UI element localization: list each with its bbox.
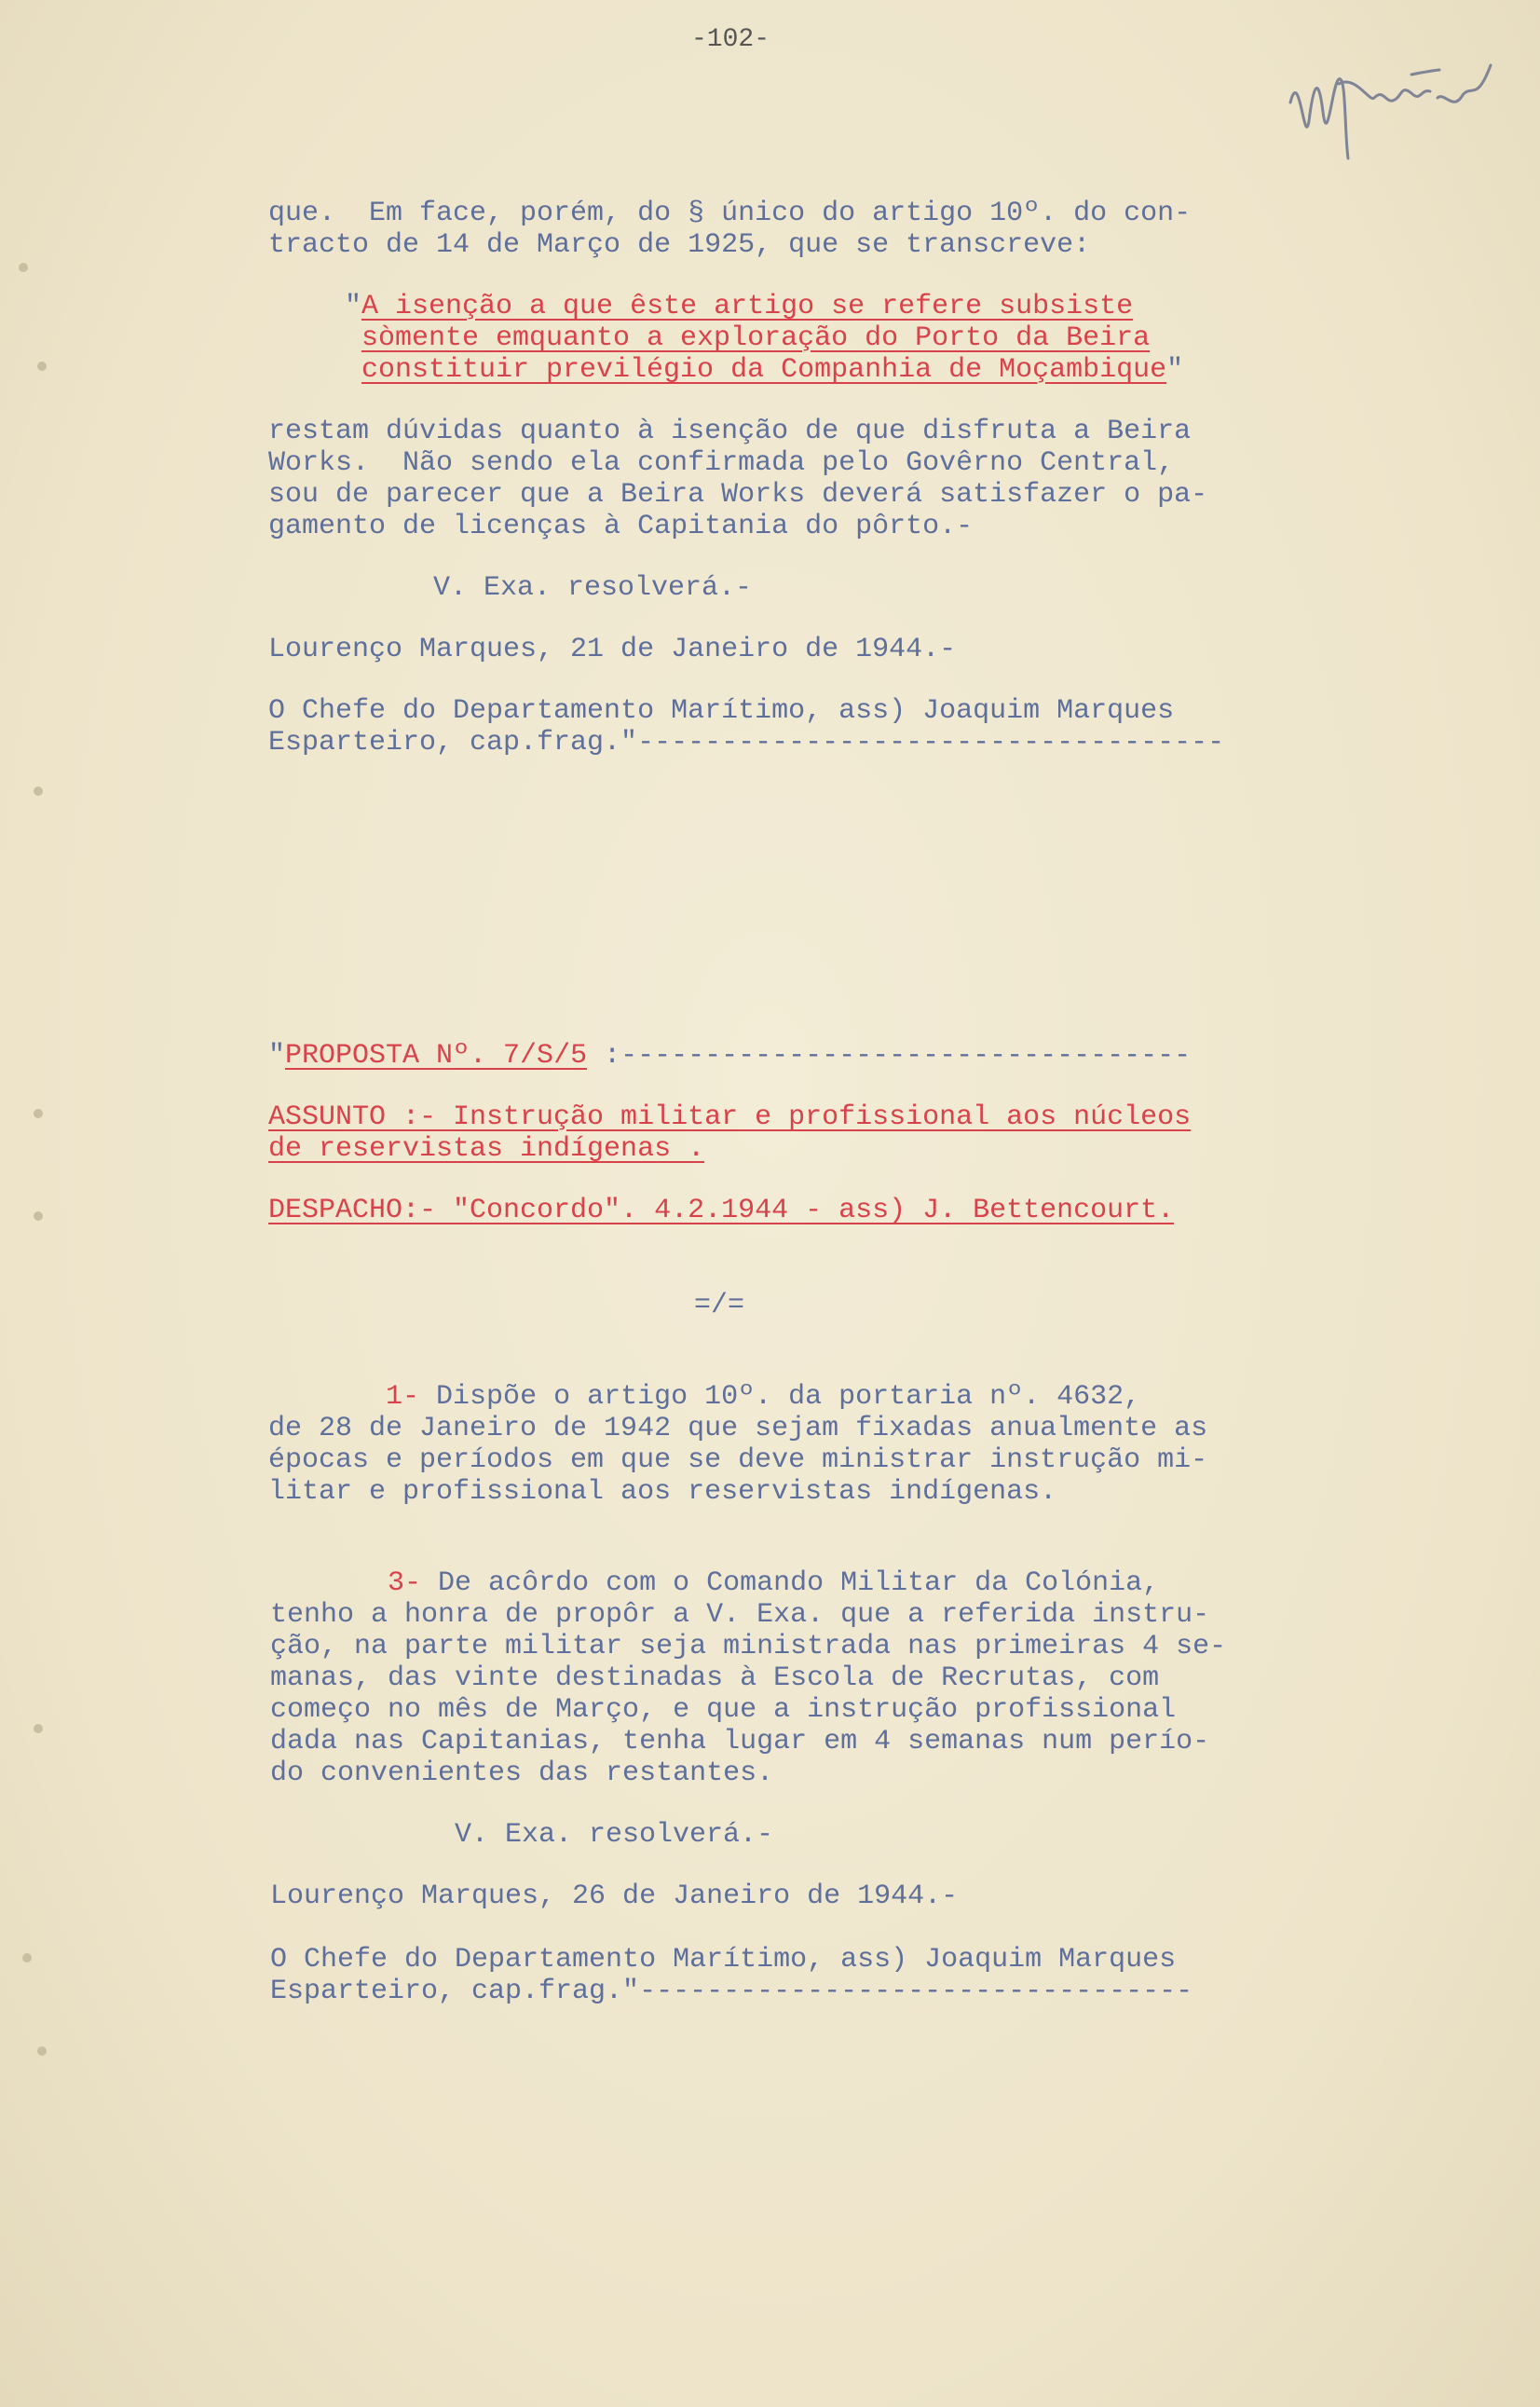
quote-open-mark: "	[345, 291, 362, 322]
text-line: tracto de 14 de Março de 1925, que se transcreve:	[268, 229, 1091, 261]
proposal-header	[268, 1040, 1191, 1072]
signature-line: O Chefe do Departamento Marítimo, ass) Joaquim Marques	[268, 695, 1175, 727]
proposal-dashes: :----------------------------------	[587, 1040, 1192, 1072]
signature-line: Esparteiro, cap.frag."---------------------------------	[270, 1976, 1193, 2007]
text-line: gamento de licenças à Capitania do pôrto.-	[268, 511, 974, 542]
binding-mark	[22, 1953, 32, 1963]
text-line: restam dúvidas quanto à isenção de que disfruta a Beira	[268, 416, 1192, 447]
binding-mark	[37, 2046, 47, 2056]
quote-line	[361, 322, 1150, 354]
signature-line: O Chefe do Departamento Marítimo, ass) Joaquim Marques	[270, 1944, 1177, 1976]
paragraph-text: De acôrdo com o Comando Militar da Colónia,	[421, 1567, 1160, 1599]
date-line: Lourenço Marques, 26 de Janeiro de 1944.-	[270, 1880, 959, 1912]
paragraph-text: Dispõe o artigo 10º. da portaria nº. 4632,	[419, 1381, 1141, 1413]
quote-text: constituir previlégio da Companhia de Moçambique	[361, 354, 1167, 386]
text-line: Works. Não sendo ela confirmada pelo Govêrno Central,	[268, 447, 1175, 479]
subject-line: ASSUNTO :- Instrução militar e profissional aos núcleos	[268, 1101, 1192, 1133]
text-line: sou de parecer que a Beira Works deverá satisfazer o pa-	[268, 479, 1208, 511]
item-number: 1-	[386, 1381, 420, 1413]
paragraph-line: litar e profissional aos reservistas indígenas.	[268, 1476, 1057, 1508]
signature-line: Esparteiro, cap.frag."-----------------------------------	[268, 727, 1225, 759]
binding-mark	[34, 786, 43, 796]
paragraph-line: manas, das vinte destinadas à Escola de Recrutas, com	[270, 1662, 1160, 1694]
paragraph-line	[268, 1381, 1140, 1413]
paragraph-line	[270, 1567, 1159, 1599]
binding-mark	[37, 362, 47, 371]
binding-mark	[19, 263, 28, 272]
paragraph-line: ção, na parte militar seja ministrada nas primeiras 4 se-	[270, 1631, 1227, 1662]
binding-mark	[34, 1211, 43, 1221]
page-number: -102-	[691, 25, 770, 54]
quote-close-mark: "	[1166, 354, 1184, 386]
dispatch-line: DESPACHO:- "Concordo". 4.2.1944 - ass) J. Bettencourt.	[268, 1195, 1175, 1226]
paragraph-line: dada nas Capitanias, tenha lugar em 4 semanas num perío-	[270, 1726, 1210, 1757]
quote-line	[361, 354, 1183, 386]
date-line: Lourenço Marques, 21 de Janeiro de 1944.-	[268, 634, 957, 665]
separator: =/=	[694, 1290, 745, 1321]
paragraph-line: começo no mês de Março, e que a instrução profissional	[270, 1694, 1177, 1726]
subject-line: de reservistas indígenas .	[268, 1133, 705, 1165]
paragraph-line: do convenientes das restantes.	[270, 1757, 774, 1789]
quote-text: sòmente emquanto a exploração do Porto da Beira	[361, 322, 1151, 354]
binding-mark	[34, 1109, 43, 1118]
paragraph-line: épocas e períodos em que se deve ministrar instrução mi-	[268, 1444, 1208, 1476]
text-line: que. Em face, porém, do § único do artigo 10º. do con-	[268, 198, 1192, 229]
binding-mark	[34, 1724, 43, 1733]
handwritten-signature	[1281, 47, 1505, 168]
proposal-open-mark: "	[268, 1040, 286, 1072]
quote-text: A isenção a que êste artigo se refere subsiste	[361, 291, 1134, 322]
paragraph-line: tenho a honra de propôr a V. Exa. que a referida instru-	[270, 1599, 1210, 1631]
quote-line	[345, 291, 1133, 322]
paragraph-line: de 28 de Janeiro de 1942 que sejam fixadas anualmente as	[268, 1413, 1208, 1444]
proposal-label: PROPOSTA Nº. 7/S/5	[285, 1040, 588, 1072]
resolution-line: V. Exa. resolverá.-	[433, 572, 753, 604]
resolution-line: V. Exa. resolverá.-	[455, 1819, 774, 1851]
item-number: 3-	[388, 1567, 422, 1599]
